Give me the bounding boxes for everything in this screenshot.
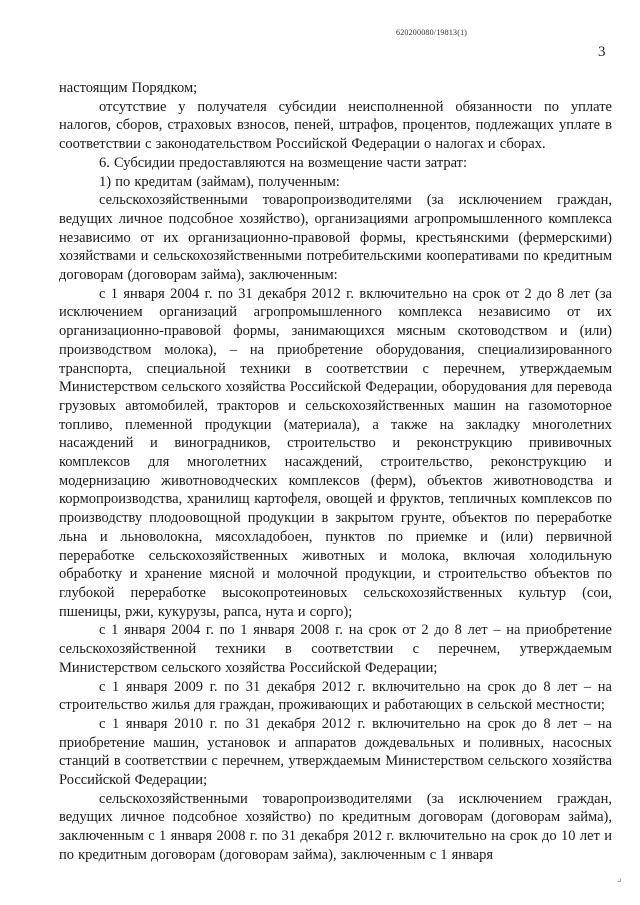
paragraph-2004-2012-equipment: с 1 января 2004 г. по 31 декабря 2012 г. включительно на срок от 2 до 8 лет (за исключением организаций агропромышленного комплекса независимо от их организационно-правовой формы, занимающихся мясным скотоводством и (или) производством молока), – на приобретение оборудования, специализированного транспорта, специальной техники в соответствии с перечнем, утверждаемым Министерством сельского хозяйства Российской Федерации, оборудования для перевода грузовых автомобилей, тракторов и сельскохозяйственных машин на газомоторное топливо, племенной продукции (материала), а также на закладку многолетних насаждений и виноградников, строительство и реконструкцию прививочных комплексов для многолетних насаждений, строительство, реконструкцию и модернизацию животноводческих комплексов (ферм), объектов животноводства и кормопроизводства, хранилищ картофеля, овощей и фруктов, тепличных комплексов по производству плодоовощной продукции в закрытом грунте, объектов по переработке льна и льноволокна, мясохладобоен, пунктов по приемке и (или) первичной переработке сельскохозяйственных животных и молока, включая холодильную обработку и хранение мясной и молочной продукции, и строительство объектов по глубокой переработке высокопротеиновых сельскохозяйственных культур (сои, пшеницы, ржи, кукурузы, рапса, нута и сорго); (59, 285, 612, 620)
paragraph-no-tax-debt: отсутствие у получателя субсидии неисполненной обязанности по уплате налогов, сборов, страховых взносов, пеней, штрафов, процентов, подлежащих уплате в соответствии с законодательством Российской Федерации о налогах и сборах. (59, 98, 612, 153)
paragraph-2004-2008-machinery: с 1 января 2004 г. по 1 января 2008 г. на срок от 2 до 8 лет – на приобретение сельскохозяйственной техники в соответствии с перечнем, утверждаемым Министерством сельского хозяйства Российской Федерации; (59, 622, 612, 676)
paragraph-2009-2012-housing: с 1 января 2009 г. по 31 декабря 2012 г. включительно на срок до 8 лет – на строительство жилья для граждан, проживающих и работающих в сельской местности; (59, 678, 612, 714)
document-body (59, 79, 612, 865)
paragraph-item-1-credits: 1) по кредитам (займам), полученным: (99, 173, 340, 190)
document-code: 620200080/19813(1) (396, 28, 468, 37)
page-number: 3 (598, 44, 606, 60)
paragraph-section-6-heading: 6. Субсидии предоставляются на возмещение части затрат: (99, 154, 468, 171)
paragraph-producers-2008-2012: сельскохозяйственными товаропроизводителями (за исключением граждан, ведущих личное подсобное хозяйство) по кредитным договорам (договорам займа), заключенным с 1 января 2008 г. по 31 декабря 2012 г. включительно на срок до 10 лет и по кредитным договорам (договорам займа), заключенным с 1 января (59, 790, 612, 863)
paragraph-intro-continuation: настоящим Порядком; (59, 80, 198, 96)
paragraph-recipients: сельскохозяйственными товаропроизводителями (за исключением граждан, ведущих личное подсобное хозяйство), организациями агропромышленного комплекса независимо от их организационно-правовой формы, крестьянскими (фермерскими) хозяйствами и сельскохозяйственными потребительскими кооперативами по кредитным договорам (договорам займа), заключенным: (59, 192, 612, 284)
paragraph-2010-2012-irrigation: с 1 января 2010 г. по 31 декабря 2012 г. включительно на срок до 8 лет – на приобретение машин, установок и аппаратов дождевальных и поливных, насосных станций в соответствии с перечнем, утверждаемым Министерством сельского хозяйства Российской Федерации; (59, 715, 612, 789)
scan-artifact-mark: ⌟ (617, 873, 622, 884)
